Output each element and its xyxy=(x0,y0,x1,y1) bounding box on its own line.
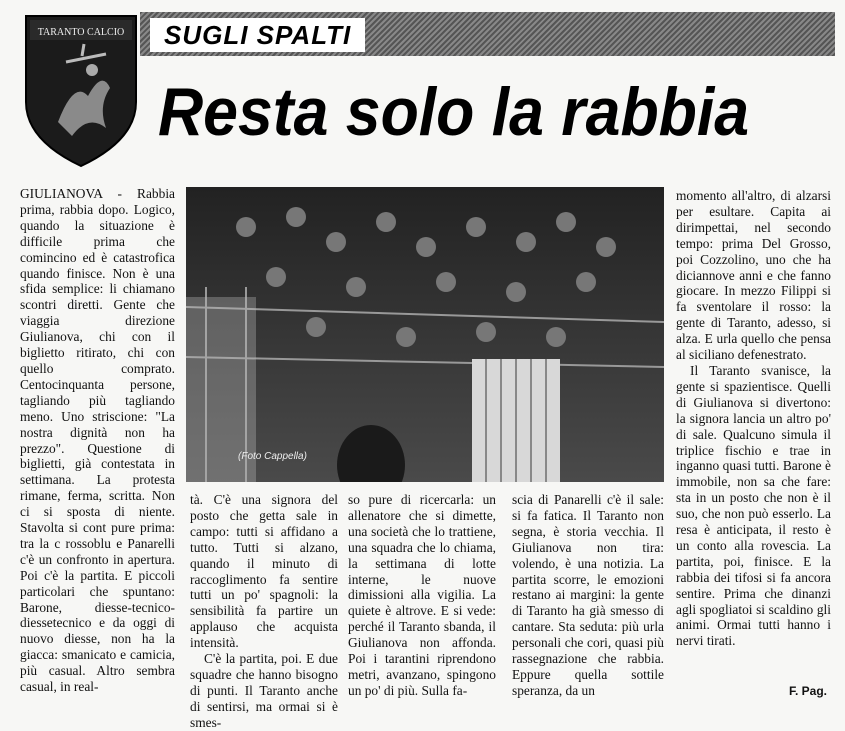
crest-label: TARANTO CALCIO xyxy=(37,27,125,38)
photo-credit: (Foto Cappella) xyxy=(238,451,307,462)
column-4 xyxy=(512,492,664,699)
author-signature: F. Pag. xyxy=(788,684,827,698)
paragraph: Il Taranto svanisce, la gente si spazientisce. Quelli di Giulianova si divertono: la signora lancia un altro po' di sale. Qualcuno simula il triplice fischio e trae in inganno quasi tutti. Barone è immobile, non sa che fare: sta in un posto che non è il suo, che non può esserlo. La resa è anticipata, il resto è un conto alla rovescia. La partita, poi, finisce. E la rabbia dei tifosi si fa ancora sentire. Prima che dinanzi agli spogliatoi si scaldino gli animi. Ormai tutti hanno i nervi tirati. xyxy=(676,362,831,649)
paragraph: C'è la partita, poi. E due squadre che hanno bisogno di punti. Il Taranto anche di sentirsi, ma ormai si è smes- xyxy=(190,651,338,730)
paragraph: scia di Panarelli c'è il sale: si fa fatica. Il Taranto non segna, è storia vecchia. Il Giulianova non tira: volendo, è una notizia. La partita scorre, le emozioni restano ai margini: la gente di Taranto ha già smesso di cantare. Sta seduta: più urla personali che cori, quasi più rassegnazione che rabbia. Eppure quella sottile speranza, da un xyxy=(512,492,664,698)
column-1 xyxy=(20,186,175,695)
taranto-calcio-crest-icon xyxy=(22,10,140,170)
column-3 xyxy=(348,492,496,699)
crowd-photo xyxy=(186,187,664,482)
paragraph: tà. C'è una signora del posto che getta sale in campo: tutti si affidano a tutto. Tutti si alzano, quando il minuto di raccoglimento fa sentire tutti un po' spagnoli: la sensibilità fa partire un applauso che acquista intensità. xyxy=(190,492,338,651)
column-2 xyxy=(190,492,338,731)
paragraph: momento all'altro, di alzarsi per esultare. Capita ai dirimpettai, nel secondo tempo: prima Del Grosso, poi Cozzolino, uno che ha diciannove anni e che fanno giocare. In mezzo Filippi si fa sventolare il rosso: la gente di Taranto, adesso, si alza. E urla quello che pensa al siciliano defenestrato. xyxy=(676,188,831,363)
section-kicker: SUGLI SPALTI xyxy=(150,18,365,52)
paragraph: GIULIANOVA - Rabbia prima, rabbia dopo. Logico, quando la situazione è difficile prima che comincino ed è catastrofica quando finisce. Non è una sfida semplice: li chiamano scontri diretti. Gente che viaggia direzione Giulianova, chi con il biglietto ritirato, chi con quello comprato. Centocinquanta persone, tagliando più tagliando meno. Uno striscione: "La nostra dignità non ha prezzo". Questione di biglietti, già contestata in settimana. La protesta rimane, ferma, scritta. Non ci si sposta di niente. Stavolta si cont pure prima: tra la c rossoblu e Panarelli c'è un confronto in apertura. Poi c'è la partita. E piccoli particolari che spuntano: Barone, diesse-tecnico-diessetecnico e da oggi di nuovo diesse, non ha la giacca: smanicato e camicia, più casual. Altro sembra casual, in real- xyxy=(20,186,175,695)
column-5 xyxy=(676,188,831,649)
article-headline: Resta solo la rabbia xyxy=(158,74,750,150)
paragraph: so pure di ricercarla: un allenatore che si dimette, una società che lo trattiene, una squadra che lo chiama, la settimana di lotte interne, le nuove dimissioni alla vigilia. La quiete è altrove. E si vede: perché il Taranto sbanda, il Giulianova non affonda. Poi i tarantini riprendono metri, avanzano, spingono un po' di più. Sulla fa- xyxy=(348,492,496,698)
